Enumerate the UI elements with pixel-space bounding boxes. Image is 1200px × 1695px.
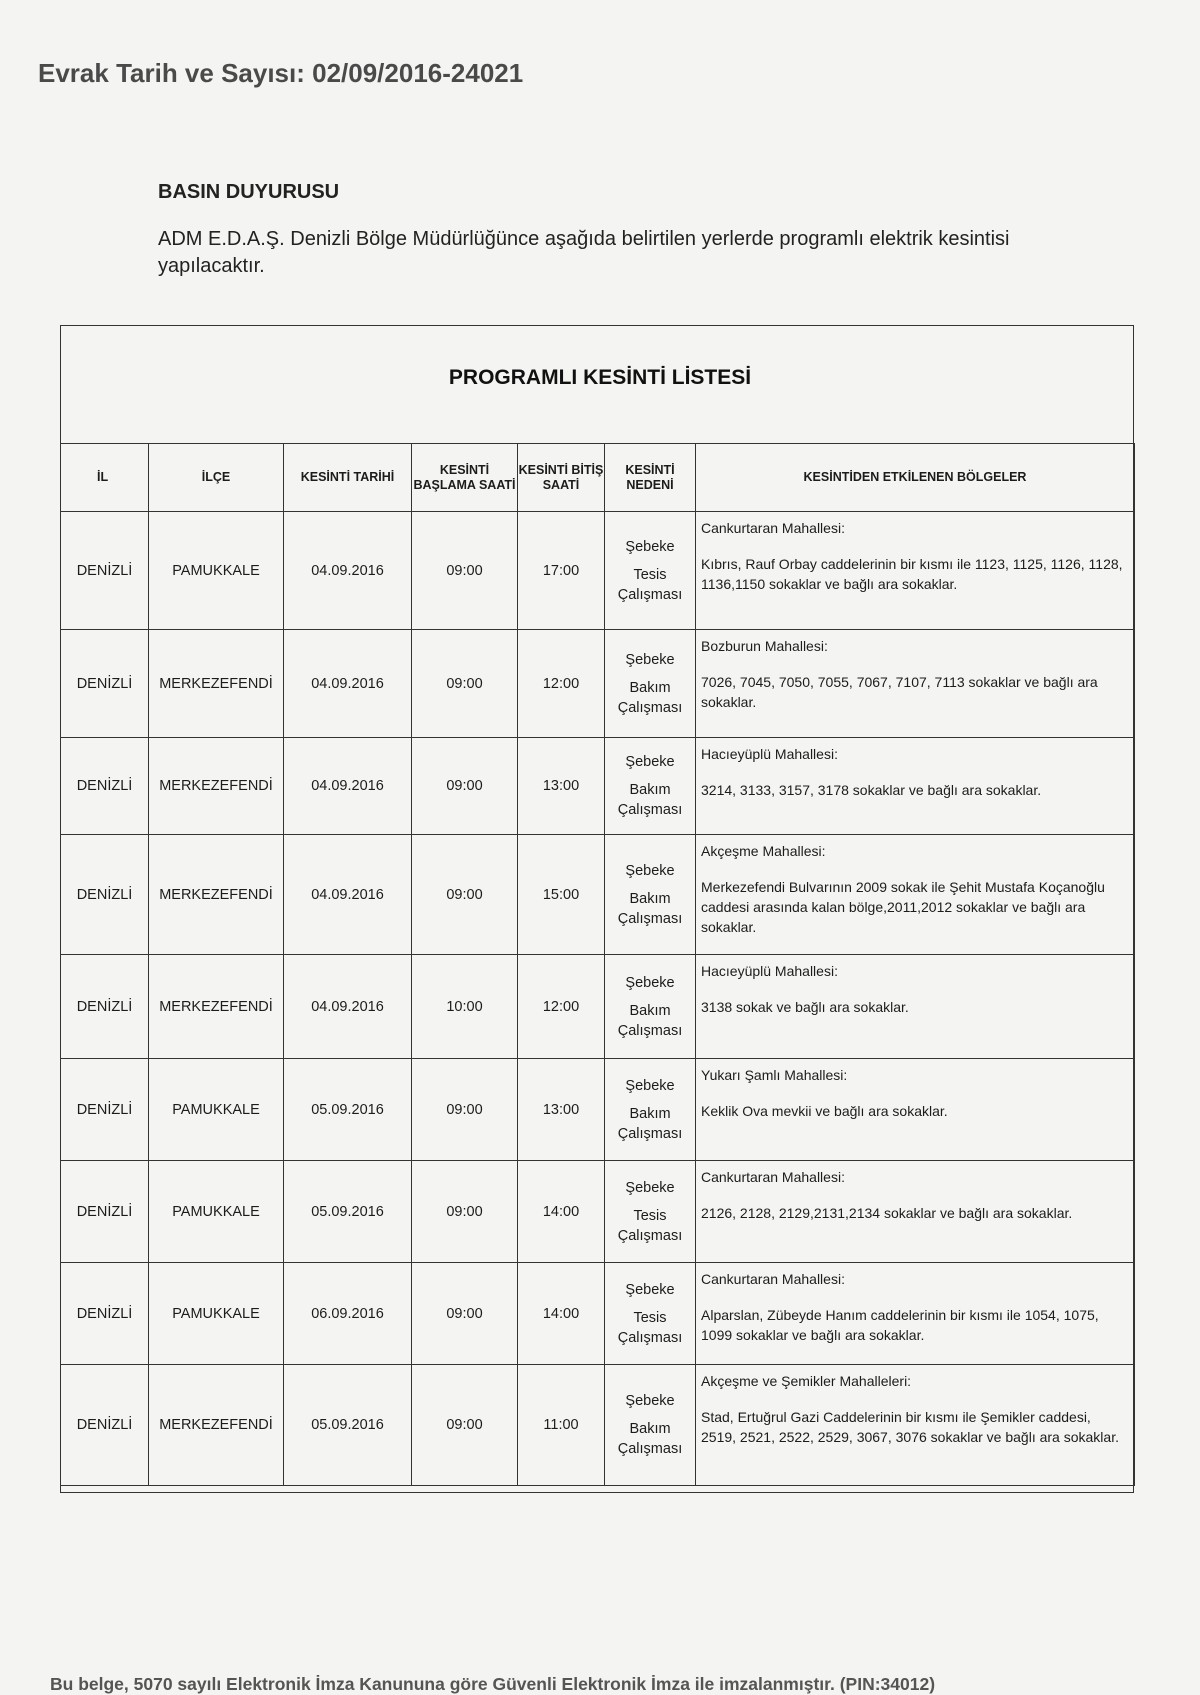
area-title: Hacıeyüplü Mahallesi: [701,963,838,979]
cell-affected-area [696,955,1135,1059]
cell-end-time: 13:00 [518,738,605,835]
cell-start-time: 09:00 [412,1263,518,1365]
reason-line-1: Şebeke [625,1077,675,1094]
area-description: 3138 sokak ve bağlı ara sokaklar. [701,999,909,1015]
cell-affected-area [696,835,1135,955]
cell-il: DENİZLİ [61,1365,149,1486]
cell-ilce: PAMUKKALE [149,1161,284,1263]
cell-reason [605,1365,696,1486]
e-signature-footer: Bu belge, 5070 sayılı Elektronik İmza Kanununa göre Güvenli Elektronik İmza ile imzalanmıştır. (PIN:34012) [50,1674,936,1694]
cell-affected-area [696,1365,1135,1486]
area-title: Cankurtaran Mahallesi: [701,1271,845,1287]
header-affected-areas: KESİNTİDEN ETKİLENEN BÖLGELER [696,444,1135,512]
document-header: Evrak Tarih ve Sayısı: 02/09/2016-24021 [38,58,524,88]
cell-reason [605,955,696,1059]
cell-ilce: MERKEZEFENDİ [149,630,284,738]
cell-end-time: 15:00 [518,835,605,955]
cell-reason [605,1161,696,1263]
cell-date: 05.09.2016 [284,1059,412,1161]
area-title: Akçeşme Mahallesi: [701,843,826,859]
cell-reason [605,1059,696,1161]
cell-start-time: 09:00 [412,1059,518,1161]
reason-line-3: Çalışması [617,1125,683,1142]
reason-line-3: Çalışması [617,586,683,603]
cell-end-time: 12:00 [518,955,605,1059]
area-description: Merkezefendi Bulvarının 2009 sokak ile Şehit Mustafa Koçanoğlu caddesi arasında kalan bölge,2011,2012 sokaklar ve bağlı ara sokaklar. [701,879,1105,935]
cell-il: DENİZLİ [61,1263,149,1365]
reason-line-2: Bakım [629,1002,671,1019]
table-row [61,1059,1135,1161]
area-title: Cankurtaran Mahallesi: [701,520,845,536]
cell-il: DENİZLİ [61,1161,149,1263]
header-end-time: KESİNTİ BİTİŞ SAATİ [518,444,605,512]
intro-paragraph: ADM E.D.A.Ş. Denizli Bölge Müdürlüğünce aşağıda belirtilen yerlerde programlı elektrik kesintisi yapılacaktır. [158,228,1010,277]
reason-line-3: Çalışması [617,1441,683,1457]
cell-date: 04.09.2016 [284,512,412,630]
reason-line-2: Tesis [633,1207,667,1224]
cell-il: DENİZLİ [61,630,149,738]
cell-start-time: 09:00 [412,1161,518,1263]
cell-date: 05.09.2016 [284,1161,412,1263]
area-description: 2126, 2128, 2129,2131,2134 sokaklar ve bağlı ara sokaklar. [701,1205,1073,1221]
cell-date: 04.09.2016 [284,955,412,1059]
table-row [61,738,1135,835]
cell-start-time: 09:00 [412,630,518,738]
cell-end-time: 12:00 [518,630,605,738]
cell-date: 04.09.2016 [284,630,412,738]
cell-ilce: PAMUKKALE [149,1263,284,1365]
cell-start-time: 09:00 [412,1365,518,1486]
header-ilce: İLÇE [149,444,284,512]
cell-date: 06.09.2016 [284,1263,412,1365]
reason-line-2: Bakım [629,1421,671,1437]
table-row [61,1263,1135,1365]
cell-end-time: 13:00 [518,1059,605,1161]
outage-table [60,443,1135,1486]
reason-line-1: Şebeke [625,651,675,668]
cell-start-time: 09:00 [412,835,518,955]
cell-ilce: PAMUKKALE [149,512,284,630]
cell-il: DENİZLİ [61,738,149,835]
cell-start-time: 10:00 [412,955,518,1059]
header-date: KESİNTİ TARİHİ [284,444,412,512]
reason-line-1: Şebeke [625,862,675,879]
header-il: İL [61,444,149,512]
header-reason: KESİNTİ NEDENİ [605,444,696,512]
area-title: Yukarı Şamlı Mahallesi: [701,1067,848,1083]
cell-end-time: 14:00 [518,1263,605,1365]
cell-ilce: MERKEZEFENDİ [149,835,284,955]
cell-affected-area [696,1263,1135,1365]
reason-line-3: Çalışması [617,1329,683,1346]
reason-line-1: Şebeke [625,974,675,991]
cell-reason [605,1263,696,1365]
area-title: Cankurtaran Mahallesi: [701,1169,845,1185]
reason-line-2: Bakım [629,1105,671,1122]
cell-il: DENİZLİ [61,835,149,955]
cell-ilce: MERKEZEFENDİ [149,955,284,1059]
press-release-title: BASIN DUYURUSU [158,181,340,203]
reason-line-1: Şebeke [625,1281,675,1298]
area-description: 3214, 3133, 3157, 3178 sokaklar ve bağlı ara sokaklar. [701,782,1042,798]
reason-line-2: Bakım [629,782,671,798]
reason-line-3: Çalışması [617,1022,683,1039]
cell-reason [605,630,696,738]
area-title: Hacıeyüplü Mahallesi: [701,746,838,762]
cell-date: 04.09.2016 [284,835,412,955]
table-row [61,1161,1135,1263]
cell-ilce: MERKEZEFENDİ [149,1365,284,1486]
cell-reason [605,512,696,630]
cell-affected-area [696,738,1135,835]
reason-line-1: Şebeke [625,754,675,770]
table-row [61,630,1135,738]
reason-line-2: Bakım [629,679,671,696]
cell-affected-area [696,1161,1135,1263]
cell-reason [605,835,696,955]
reason-line-3: Çalışması [617,910,683,927]
cell-end-time: 17:00 [518,512,605,630]
reason-line-2: Tesis [633,1309,667,1326]
outage-list-title: PROGRAMLI KESİNTİ LİSTESİ [448,366,752,389]
cell-il: DENİZLİ [61,955,149,1059]
table-row [61,955,1135,1059]
cell-ilce: PAMUKKALE [149,1059,284,1161]
reason-line-1: Şebeke [625,1179,675,1196]
cell-start-time: 09:00 [412,738,518,835]
cell-start-time: 09:00 [412,512,518,630]
table-row [61,512,1135,630]
area-description: Alparslan, Zübeyde Hanım caddelerinin bir kısmı ile 1054, 1075, 1099 sokaklar ve bağlı ara sokaklar. [701,1307,1099,1343]
area-description: Keklik Ova mevkii ve bağlı ara sokaklar. [701,1103,948,1119]
table-row [61,1365,1135,1486]
cell-end-time: 11:00 [518,1365,605,1486]
reason-line-1: Şebeke [625,538,675,555]
cell-date: 05.09.2016 [284,1365,412,1486]
cell-il: DENİZLİ [61,512,149,630]
cell-date: 04.09.2016 [284,738,412,835]
reason-line-3: Çalışması [617,699,683,716]
area-description: 7026, 7045, 7050, 7055, 7067, 7107, 7113 sokaklar ve bağlı ara sokaklar. [701,674,1098,710]
reason-line-1: Şebeke [625,1393,675,1409]
cell-end-time: 14:00 [518,1161,605,1263]
area-description: Stad, Ertuğrul Gazi Caddelerinin bir kısmı ile Şemikler caddesi, 2519, 2521, 2522, 2529, 3067, 3076 sokaklar ve bağlı ara sokaklar. [701,1409,1119,1445]
cell-affected-area [696,1059,1135,1161]
reason-line-2: Bakım [629,890,671,907]
header-start-time: KESİNTİ BAŞLAMA SAATİ [412,444,518,512]
cell-affected-area [696,512,1135,630]
reason-line-3: Çalışması [617,1227,683,1244]
area-title: Bozburun Mahallesi: [701,638,828,654]
area-description: Kıbrıs, Rauf Orbay caddelerinin bir kısmı ile 1123, 1125, 1126, 1128, 1136,1150 sokaklar ve bağlı ara sokaklar. [701,556,1123,592]
reason-line-3: Çalışması [617,802,683,818]
cell-ilce: MERKEZEFENDİ [149,738,284,835]
cell-affected-area [696,630,1135,738]
cell-reason [605,738,696,835]
reason-line-2: Tesis [633,566,667,583]
area-title: Akçeşme ve Şemikler Mahalleleri: [701,1373,912,1389]
table-header-row [61,444,1135,512]
table-row [61,835,1135,955]
cell-il: DENİZLİ [61,1059,149,1161]
